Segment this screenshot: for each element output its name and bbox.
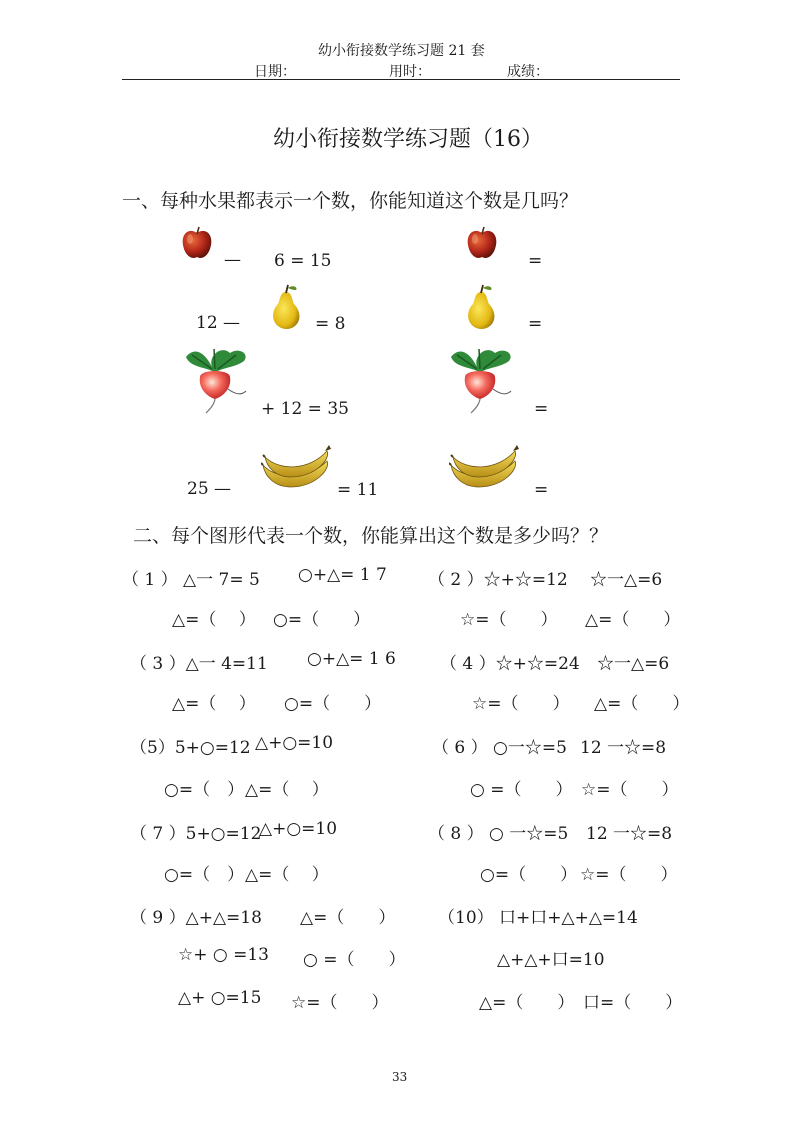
problem3-eq2: ○+△= 1 6 <box>307 649 396 669</box>
problem4-eq2: ☆一△=6 <box>597 654 670 674</box>
doc-title: 幼小衔接数学练习题 21 套 <box>318 43 485 59</box>
problem3-eq1: （ 3 ）△一 4=11 <box>130 654 268 674</box>
problem6-eq2: 12 一☆=8 <box>580 738 667 758</box>
problem10-answer2[interactable]: 口=（ ） <box>583 993 683 1013</box>
problem6-answer1[interactable]: ○ =（ ） <box>470 780 573 800</box>
problem10-answer1[interactable]: △=（ ） <box>479 993 575 1013</box>
page-title: 幼小衔接数学练习题（16） <box>273 127 543 152</box>
row2-answer-equals: = <box>528 314 543 334</box>
problem7-eq1: （ 7 ）5+○=12 <box>130 824 262 844</box>
problem5-eq1: （5）5+○=12 <box>130 738 251 758</box>
problem8-answer2[interactable]: ☆=（ ） <box>580 865 678 885</box>
apple-icon <box>180 225 214 261</box>
row4-expression-left: 25 — <box>187 479 232 499</box>
problem2-answer1[interactable]: ☆=（ ） <box>460 610 558 630</box>
header-divider <box>122 79 680 80</box>
score-label: 成绩： <box>507 64 549 80</box>
problem8-eq1: （ 8 ） ○ 一☆=5 <box>428 824 569 844</box>
date-label: 日期： <box>254 64 296 80</box>
radish-icon <box>178 345 252 415</box>
row3-expression: + 12 = 35 <box>261 399 349 419</box>
row2-expression-right: = 8 <box>315 314 346 334</box>
problem7-answer1[interactable]: ○=（ ） <box>164 865 245 885</box>
row3-answer-equals: = <box>534 399 549 419</box>
problem9-answer3[interactable]: ☆=（ ） <box>291 993 389 1013</box>
problem9-eq3: △+ ○=15 <box>178 988 262 1008</box>
problem10-eq2: △+△+口=10 <box>497 950 605 970</box>
problem4-answer2[interactable]: △=（ ） <box>594 694 690 714</box>
row1-answer-equals: = <box>528 251 543 271</box>
problem6-eq1: （ 6 ） ○一☆=5 <box>432 738 567 758</box>
problem4-answer1[interactable]: ☆=（ ） <box>472 694 570 714</box>
apple-icon <box>465 225 499 261</box>
row4-answer-equals: = <box>534 480 549 500</box>
row2-expression-left: 12 — <box>196 313 241 333</box>
problem5-answer2[interactable]: △=（ ） <box>245 780 329 800</box>
problem9-eq2: ☆+ ○ =13 <box>178 945 270 965</box>
problem1-answer2[interactable]: ○=（ ） <box>273 610 371 630</box>
pear-icon <box>268 284 304 330</box>
page-number: 33 <box>392 1070 408 1084</box>
banana-icon <box>449 443 521 491</box>
problem1-answer1[interactable]: △=（ ） <box>172 610 256 630</box>
banana-icon <box>261 443 333 491</box>
problem2-eq2: ☆一△=6 <box>590 570 663 590</box>
problem7-answer2[interactable]: △=（ ） <box>245 865 329 885</box>
section1-heading: 一、每种水果都表示一个数，你能知道这个数是几吗？ <box>122 190 579 212</box>
problem2-answer2[interactable]: △=（ ） <box>585 610 681 630</box>
time-label: 用时： <box>389 64 431 80</box>
row1-expression: 6 = 15 <box>274 251 332 271</box>
problem1-eq2: ○+△= 1 7 <box>298 565 387 585</box>
row1-minus: — <box>224 250 241 270</box>
problem8-eq2: 12 一☆=8 <box>586 824 673 844</box>
problem5-answer1[interactable]: ○=（ ） <box>164 780 245 800</box>
row4-expression-right: = 11 <box>337 480 379 500</box>
problem5-eq2: △+○=10 <box>255 733 334 753</box>
problem3-answer1[interactable]: △=（ ） <box>172 694 256 714</box>
problem10-eq1: （10） 口+口+△+△=14 <box>438 908 638 928</box>
problem8-answer1[interactable]: ○=（ ） <box>480 865 578 885</box>
problem9-answer2[interactable]: ○ =（ ） <box>303 950 406 970</box>
problem9-eq1: （ 9 ）△+△=18 <box>130 908 262 928</box>
section2-heading: 二、每个图形代表一个数，你能算出这个数是多少吗？？ <box>133 525 609 547</box>
problem6-answer2[interactable]: ☆=（ ） <box>581 780 679 800</box>
pear-icon <box>463 284 499 330</box>
problem7-eq2: △+○=10 <box>259 819 338 839</box>
problem4-eq1: （ 4 ）☆+☆=24 <box>440 654 580 674</box>
problem1-eq1: （ 1 ） △一 7= 5 <box>122 570 260 590</box>
problem2-eq1: （ 2 ）☆+☆=12 <box>428 570 568 590</box>
radish-icon <box>443 345 517 415</box>
problem9-answer1[interactable]: △=（ ） <box>300 908 396 928</box>
problem3-answer2[interactable]: ○=（ ） <box>284 694 382 714</box>
